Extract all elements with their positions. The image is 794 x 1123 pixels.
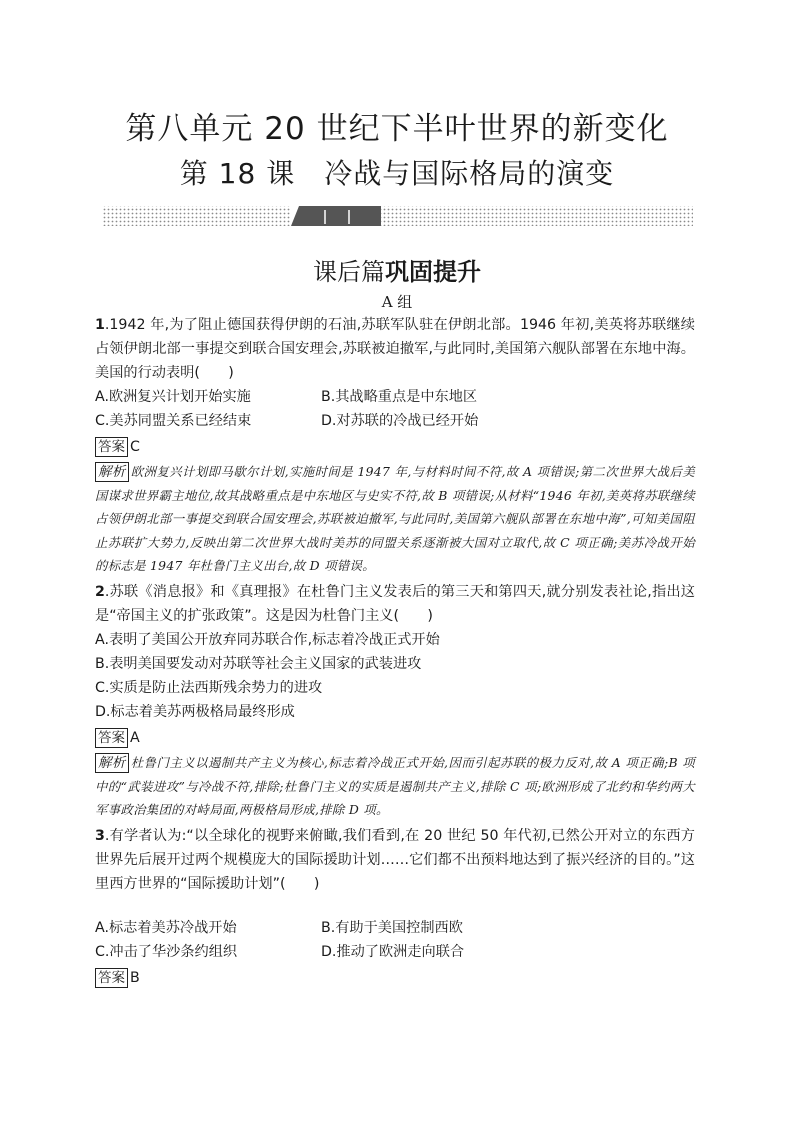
question-text: .1942 年,为了阻止德国获得伊朗的石油,苏联军队驻在伊朗北部。1946 年初,美英将苏联继续占领伊朗北部一事提交到联合国安理会,苏联被迫撤军,与此同时,美国第六舰队部署在东地中海。美国的行动表明( )	[95, 317, 695, 381]
question-3	[95, 824, 695, 990]
option-list	[95, 385, 695, 433]
section-bold: 巩固提升	[385, 258, 481, 286]
answer-tag: 答案	[95, 437, 128, 457]
spacer	[95, 896, 695, 916]
explain-tag: 解析	[95, 462, 129, 482]
answer-tag: 答案	[95, 968, 128, 988]
decorative-divider	[103, 204, 693, 228]
option-c: C.美苏同盟关系已经结束	[95, 413, 252, 429]
explain-tag: 解析	[95, 753, 129, 773]
answer-value: A	[130, 729, 140, 746]
option-a: A.表明了美国公开放弃同苏联合作,标志着冷战正式开始	[95, 631, 440, 648]
option-d: D.对苏联的冷战已经开始	[321, 413, 479, 429]
answer-line	[95, 966, 695, 990]
question-text: .有学者认为:“以全球化的视野来俯瞰,我们看到,在 20 世纪 50 年代初,已然公开对立的东西方世界先后展开过两个规模庞大的国际援助计划……它们都不出预料地达到了振兴经济的目的。”这里西方世界的“国际援助计划”( )	[95, 827, 695, 892]
question-stem	[95, 580, 695, 628]
section-prefix: 课后篇	[313, 258, 385, 286]
option-list	[95, 628, 695, 724]
question-number: 1	[95, 317, 105, 333]
option-b: B.有助于美国控制西欧	[321, 919, 463, 936]
explanation-text: 杜鲁门主义以遏制共产主义为核心,标志着冷战正式开始,因而引起苏联的极力反对,故 A 项正确;B 项中的“武装进攻”与冷战不符,排除;杜鲁门主义的实质是遏制共产主义,排除 C 项;欧洲形成了北约和华约两大军事政治集团的对峙局面,两极格局形成,排除 D 项。	[95, 754, 695, 818]
answer-line	[95, 435, 695, 459]
option-list	[95, 916, 695, 964]
explanation	[95, 751, 695, 822]
section-heading	[0, 252, 794, 287]
explanation	[95, 460, 695, 578]
question-number: 2	[95, 583, 105, 600]
group-label: A 组	[381, 293, 413, 311]
explanation-text: 欧洲复兴计划即马歇尔计划,实施时间是 1947 年,与材料时间不符,故 A 项错误;第二次世界大战后美国谋求世界霸主地位,故其战略重点是中东地区与史实不符,故 B 项错误;从材料“1946 年初,美英将苏联继续占领伊朗北部一事提交到联合国安理会,苏联被迫撤军,与此同时,美国第六舰队部署在东地中海”,可知美国阻止苏联扩大势力,反映出第二次世界大战时美苏的同盟关系逐渐被大国对立取代,故 C 项正确;美苏冷战开始的标志是 1947 年杜鲁门主义出台,故 D 项错误。	[95, 464, 695, 574]
option-b: B.表明美国要发动对苏联等社会主义国家的武装进攻	[95, 655, 422, 672]
option-c: C.冲击了华沙条约组织	[95, 943, 238, 960]
question-text: .苏联《消息报》和《真理报》在杜鲁门主义发表后的第三天和第四天,就分别发表社论,指出这是“帝国主义的扩张政策”。这是因为杜鲁门主义( )	[95, 583, 695, 624]
option-d: D.推动了欧洲走向联合	[321, 943, 465, 960]
questions	[95, 313, 695, 990]
unit-title: 第八单元 20 世纪下半叶世界的新变化	[125, 111, 669, 147]
option-a: A.欧洲复兴计划开始实施	[95, 389, 251, 405]
question-1	[95, 313, 695, 578]
answer-value: B	[130, 969, 140, 986]
option-a: A.标志着美苏冷战开始	[95, 919, 237, 936]
option-b: B.其战略重点是中东地区	[321, 389, 478, 405]
lesson-title: 第 18 课 冷战与国际格局的演变	[179, 157, 615, 190]
question-2	[95, 580, 695, 822]
option-c: C.实质是防止法西斯残余势力的进攻	[95, 679, 323, 696]
question-stem	[95, 313, 695, 385]
question-stem	[95, 824, 695, 896]
question-number: 3	[95, 827, 105, 844]
answer-line	[95, 726, 695, 750]
option-d: D.标志着美苏两极格局最终形成	[95, 703, 295, 720]
answer-tag: 答案	[95, 728, 128, 748]
answer-value: C	[130, 439, 140, 455]
